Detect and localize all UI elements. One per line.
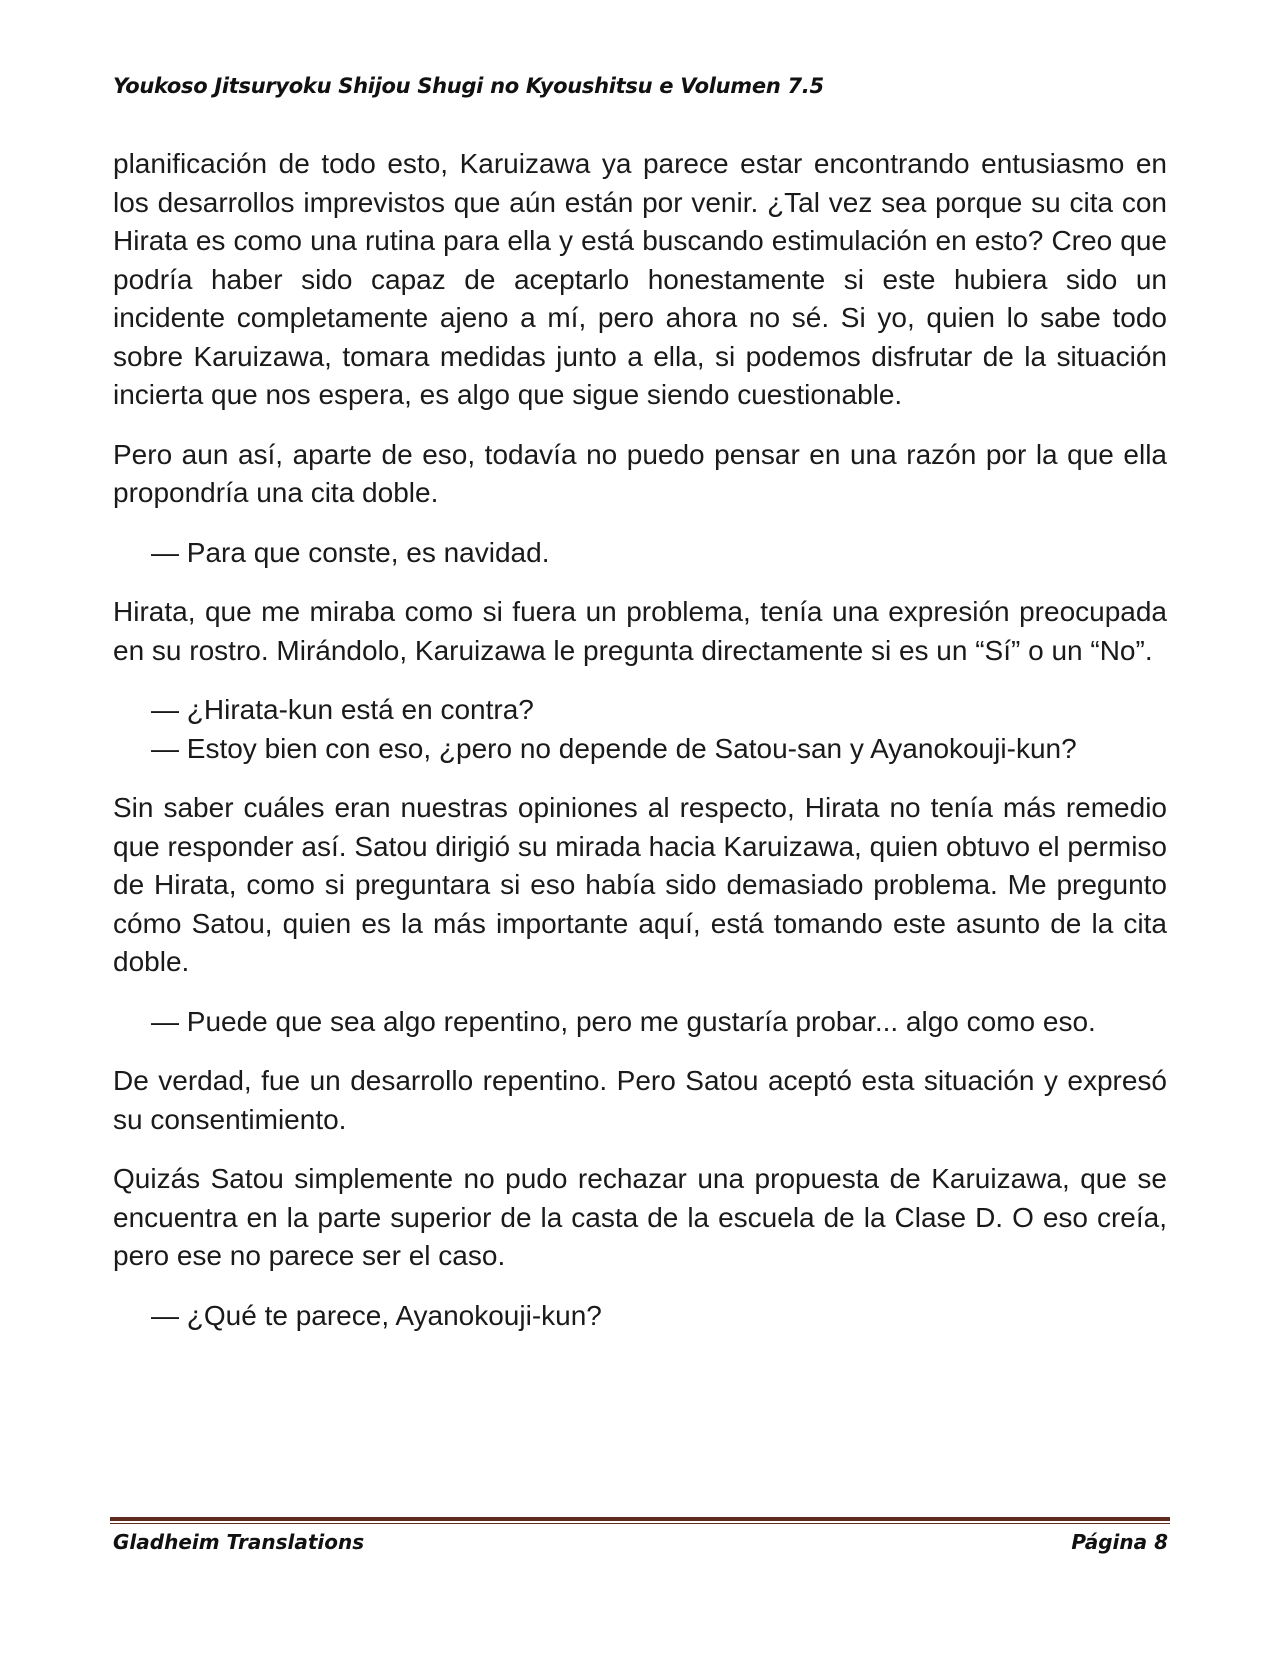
paragraph-5: De verdad, fue un desarrollo repentino. Pero Satou aceptó esta situación y expresó su consentimiento. xyxy=(113,1065,1167,1135)
dialogue-line-5: — ¿Qué te parece, Ayanokouji-kun? xyxy=(151,1299,602,1331)
dialogue-line-1: — Para que conste, es navidad. xyxy=(151,536,550,568)
footer-divider-thick xyxy=(110,1517,1170,1521)
page-body xyxy=(113,145,1167,1356)
footer-divider xyxy=(110,1517,1170,1525)
dialogue-group-1 xyxy=(113,534,1167,573)
paragraph-2: Pero aun así, aparte de eso, todavía no puedo pensar en una razón por la que ella propondría una cita doble. xyxy=(113,438,1167,508)
dialogue-group-4 xyxy=(113,1297,1167,1336)
footer-divider-thin xyxy=(110,1523,1170,1524)
paragraph-3: Hirata, que me miraba como si fuera un problema, tenía una expresión preocupada en su rostro. Mirándolo, Karuizawa le pregunta directamente si es un “Sí” o un “No”. xyxy=(113,596,1167,666)
dialogue-group-3 xyxy=(113,1003,1167,1042)
paragraph-4: Sin saber cuáles eran nuestras opiniones al respecto, Hirata no tenía más remedio que responder así. Satou dirigió su mirada hacia Karuizawa, quien obtuvo el permiso de Hirata, como si preguntara si eso había sido demasiado problema. Me pregunto cómo Satou, quien es la más importante aquí, está tomando este asunto de la cita doble. xyxy=(113,792,1167,977)
paragraph-6: Quizás Satou simplemente no pudo rechazar una propuesta de Karuizawa, que se encuentra en la parte superior de la casta de la escuela de la Clase D. O eso creía, pero ese no parece ser el caso. xyxy=(113,1163,1167,1271)
dialogue-line-3: — Estoy bien con eso, ¿pero no depende de Satou-san y Ayanokouji-kun? xyxy=(151,732,1077,764)
running-header-title: Youkoso Jitsuryoku Shijou Shugi no Kyoushitsu e Volumen 7.5 xyxy=(113,74,824,98)
dialogue-group-2 xyxy=(113,691,1167,768)
footer-publisher: Gladheim Translations xyxy=(113,1530,365,1554)
dialogue-line-2: — ¿Hirata-kun está en contra? xyxy=(151,694,534,725)
paragraph-1: planificación de todo esto, Karuizawa ya parece estar encontrando entusiasmo en los desarrollos imprevistos que aún están por venir. ¿Tal vez sea porque su cita con Hirata es como una rutina para ella y está buscando estimulación en esto? Creo que podría haber sido capaz de aceptarlo honestamente si este hubiera sido un incidente completamente ajeno a mí, pero ahora no sé. Si yo, quien lo sabe todo sobre Karuizawa, tomara medidas junto a ella, si podemos disfrutar de la situación incierta que nos espera, es algo que sigue siendo cuestionable. xyxy=(113,148,1167,410)
footer-page-number: Página 8 xyxy=(1071,1530,1168,1554)
dialogue-line-4: — Puede que sea algo repentino, pero me gustaría probar... algo como eso. xyxy=(151,1005,1096,1037)
